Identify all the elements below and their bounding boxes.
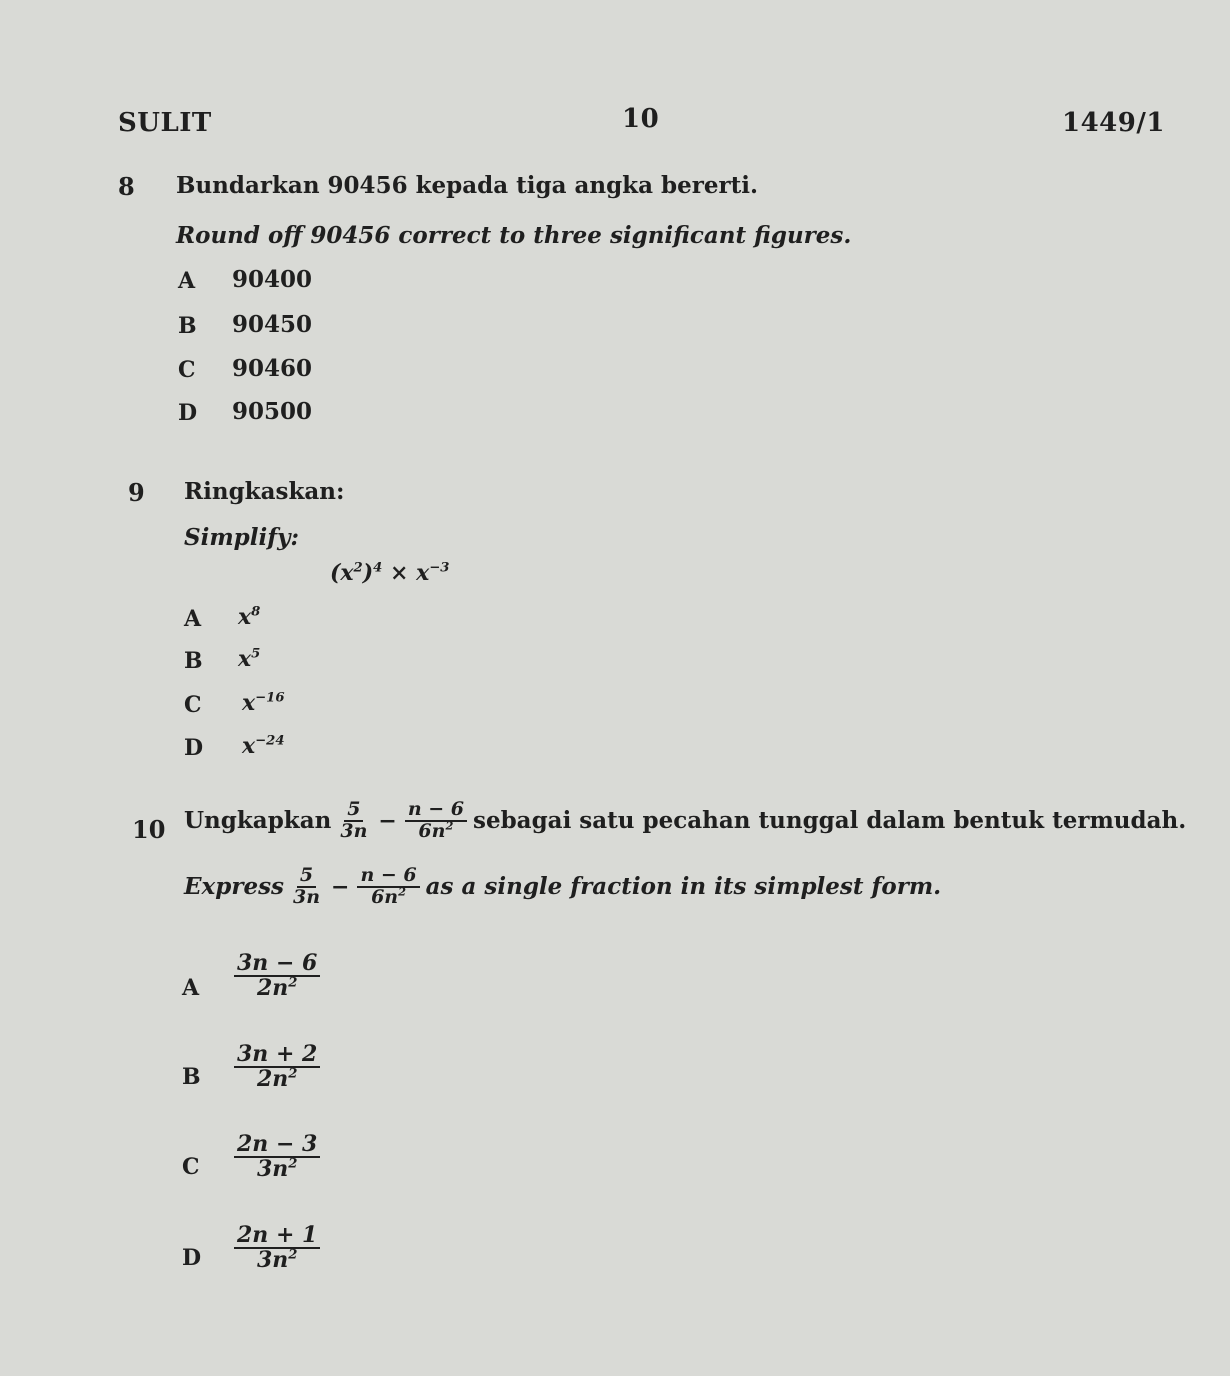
q8-option-b-value: 90450	[232, 311, 313, 338]
q10-fraction-2-en: $\frac{n - 6}{6n^2}$	[357, 866, 419, 908]
minus-sign: −	[378, 807, 397, 834]
q9-expression: $(x^2)^4 \times x^{-3}$	[330, 560, 450, 586]
q9-option-c-value: $x^{-16}$	[242, 690, 285, 716]
q8-malay-text: Bundarkan 90456 kepada tiga angka bererti.	[176, 172, 758, 199]
q8-option-b-label: B	[178, 313, 197, 339]
q9-option-c-label: C	[184, 692, 202, 718]
q10-option-c-label: C	[182, 1154, 200, 1180]
q9-option-d-label: D	[184, 735, 204, 761]
q10-malay-before: Ungkapkan	[184, 807, 332, 835]
q8-option-a-label: A	[178, 268, 196, 294]
minus-sign-en: −	[331, 873, 350, 900]
q10-fraction-1: $\frac{5}{3n}$	[340, 798, 368, 842]
q10-malay-line	[184, 800, 1186, 842]
q9-option-b-label: B	[184, 648, 203, 674]
q10-option-c-value: $\frac{2n - 3}{3n^2}$	[234, 1133, 320, 1181]
q10-option-a-label: A	[182, 975, 200, 1001]
q8-option-c-value: 90460	[232, 355, 313, 382]
q10-option-d-value: $\frac{2n + 1}{3n^2}$	[234, 1224, 320, 1272]
q10-option-a-value: $\frac{3n - 6}{2n^2}$	[234, 952, 320, 1000]
q9-english-text: Simplify:	[184, 524, 299, 551]
q8-option-a-value: 90400	[232, 266, 313, 293]
q9-malay-text: Ringkaskan:	[184, 478, 345, 505]
q8-option-d-label: D	[178, 400, 198, 426]
q8-number: 8	[118, 172, 135, 201]
q9-option-a-value: $x^8$	[238, 604, 261, 630]
q10-option-b-value: $\frac{3n + 2}{2n^2}$	[234, 1043, 320, 1091]
q10-english-after: as a single fraction in its simplest form.	[425, 873, 942, 901]
q10-option-d-label: D	[182, 1245, 202, 1271]
header-left: SULIT	[118, 108, 212, 138]
q10-number: 10	[132, 815, 166, 844]
q10-malay-after: sebagai satu pecahan tunggal dalam bentuk termudah.	[473, 807, 1187, 835]
q9-number: 9	[128, 478, 145, 507]
q10-option-b-label: B	[182, 1064, 201, 1090]
paper-code: 1449/1	[1062, 108, 1165, 138]
q9-option-a-label: A	[184, 606, 202, 632]
q8-option-d-value: 90500	[232, 398, 313, 425]
q9-option-d-value: $x^{-24}$	[242, 733, 285, 759]
q9-option-b-value: $x^5$	[238, 646, 261, 672]
q10-english-before: Express	[184, 873, 284, 901]
q10-fraction-1-en: $\frac{5}{3n}$	[292, 864, 321, 908]
q10-fraction-2: $\frac{n - 6}{6n^2}$	[405, 800, 467, 842]
page-number: 10	[622, 104, 660, 134]
q10-english-line	[184, 866, 941, 908]
q8-english-text: Round off 90456 correct to three significant figures.	[176, 222, 852, 249]
q8-option-c-label: C	[178, 357, 196, 383]
